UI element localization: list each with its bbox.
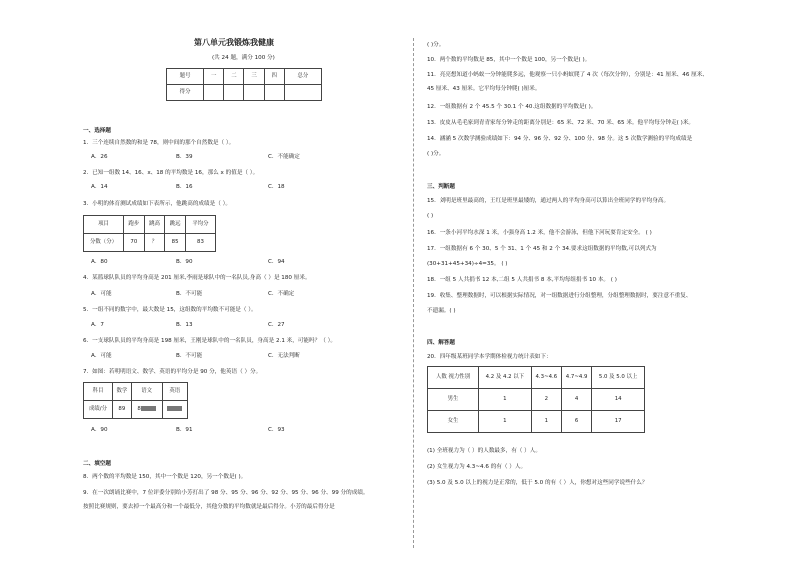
score-header-cell: 一 [204,69,224,85]
table-corner-cell: 人数 视力性别 [428,367,479,389]
option-c[interactable]: C．不确定 [268,291,295,297]
table-row-label: 成绩/分 [84,401,113,419]
score-header-cell: 二 [224,69,244,85]
table-header-cell: 跳高 [144,216,165,234]
option-a[interactable]: A．可能 [91,353,112,359]
option-c[interactable]: C．不能确定 [268,154,300,160]
question-17-line2: (30+31+45+34)÷4=35。 ( ) [427,261,508,267]
table-cell: 17 [592,411,645,433]
chinese-score: 8 [131,401,162,419]
option-b[interactable]: B．16 [176,184,193,190]
table-cell: 6 [561,411,591,433]
score-header-cell: 三 [244,69,264,85]
question-12: 12．一组数据有 2 个 45.5 个 30.1 个 40.这组数据的平均数是( )。 [427,104,597,110]
question-10: 10．两个数的平均数是 85，其中一个数是 100，另一个数是( )。 [427,57,591,63]
sports-score-table [83,215,216,252]
table-cell: 1 [479,411,532,433]
table-cell: 85 [165,234,186,252]
section-4-heading: 四、解答题 [427,340,455,346]
table-cell: 4 [561,389,591,411]
option-b[interactable]: B．39 [176,154,193,160]
question-5: 5．一组不同的数字中，最大数是 15，这组数的平均数不可能是（ ）。 [83,307,257,313]
option-a[interactable]: A．14 [91,184,108,190]
table-header-cell: 4.2 及 4.2 以下 [479,367,532,389]
table-header-cell: 跳远 [165,216,186,234]
page-title: 第八单元我锻炼我健康 [194,38,274,47]
table-header-cell: 4.7~4.9 [561,367,591,389]
question-9-line2: 按照比赛规则，要去掉一个最高分和一个最低分，其他分数的平均数就是最后得分。小芳的最后得分是 [83,504,335,510]
question-15: 15．刘明是班里最高的，王红是班里最矮的，通过两人的平均身高可以算出全班同学的平均身高。 [427,198,670,204]
question-20-sub1: (1) 全班视力为（ ）的人数最多，有（ ）人。 [427,448,541,454]
question-17-line1: 17．一组数据有 6 个 30、5 个 31、1 个 45 和 2 个 34.要求这组数据的平均数,可以列式为 [427,246,657,252]
question-11-line1: 11．亮亮想知道小蚂蚁一分钟能爬多远，他观察一只小蚂蚁爬了 4 次（每次分钟），分别是：41 厘米、46 厘米、 [427,72,708,78]
question-8: 8．两个数的平均数是 150，其中一个数是 120，另一个数是( )。 [83,474,247,480]
question-20: 20．四年级某班同学本学期体检视力统计表如下： [427,354,552,360]
question-9-line3: ( )分。 [427,42,445,48]
english-score [162,401,187,419]
question-2: 2．已知一组数 14、16、x、18 的平均数是 16，那么 x 的值是（ ）。 [83,170,259,176]
score-row-label: 得分 [167,85,204,101]
option-a[interactable]: A．26 [91,154,108,160]
section-1-heading: 一、选择题 [83,128,111,134]
section-3-heading: 三、判断题 [427,184,455,190]
score-cell[interactable] [244,85,264,101]
option-b[interactable]: B．90 [176,259,193,265]
question-14-line2: ( )分。 [427,151,445,157]
table-header-cell: 5.0 及 5.0 以上 [592,367,645,389]
question-3: 3．小明的体育测试成绩如下表所示，他跳高的成绩是（ ）。 [83,201,231,207]
option-a[interactable]: A．可能 [91,291,112,297]
table-cell: 70 [124,234,145,252]
option-c[interactable]: C．94 [268,259,285,265]
option-c[interactable]: C．93 [268,427,285,433]
table-cell: 分数（分） [84,234,124,252]
table-cell: 83 [185,234,215,252]
table-cell: 1 [479,389,532,411]
option-a[interactable]: A．7 [91,322,104,328]
page-subtitle: (共 24 题，满分 100 分) [212,55,275,61]
question-20-sub3: (3) 5.0 及 5.0 以上的视力是正常的，低于 5.0 的有（ ）人，你想对这些同学说些什么？ [427,480,648,486]
vision-table [427,366,645,433]
option-c[interactable]: C．无法判断 [268,353,300,359]
table-cell: ？ [144,234,165,252]
section-2-heading: 二、填空题 [83,461,111,467]
question-9-line1: 9．在一次朗诵比赛中，7 位评委分别给小芳打出了 98 分、95 分、96 分、92 分、95 分、96 分、99 分的成绩。 [83,490,369,496]
table-header-cell: 语文 [131,383,162,401]
score-header-cell: 四 [264,69,284,85]
question-20-sub2: (2) 女生视力为 4.3~4.6 的有（ ）人。 [427,464,527,470]
option-b[interactable]: B．不可能 [176,353,203,359]
table-cell: 1 [531,411,561,433]
option-b[interactable]: B．91 [176,427,193,433]
question-19-line2: 不遗漏。( ) [427,308,456,314]
column-divider [413,38,414,548]
question-7: 7．如图：若明明语文、数学、英语的平均分是 90 分，他英语（ ）分。 [83,369,262,375]
table-header-cell: 科目 [84,383,113,401]
question-14-line1: 14．涵涵 5 次数学测验成绩如下：94 分、96 分、92 分、100 分、98 分。这 5 次数学测验的平均成绩是 [427,136,693,142]
question-6: 6．一支球队队员的平均身高是 198 厘米，王刚是球队中的一名队员，身高是 2.1 米，可能吗？（ ）。 [83,338,336,344]
table-cell: 14 [592,389,645,411]
table-header-cell: 平均分 [185,216,215,234]
subject-score-table [83,382,188,419]
table-header-cell: 跑步 [124,216,145,234]
table-header-cell: 4.3~4.6 [531,367,561,389]
score-table [166,68,322,101]
table-row-label: 男生 [428,389,479,411]
table-header-cell: 英语 [162,383,187,401]
score-header-cell: 总分 [284,69,321,85]
score-header-cell: 题号 [167,69,204,85]
score-cell[interactable] [204,85,224,101]
option-a[interactable]: A．80 [91,259,108,265]
score-cell[interactable] [284,85,321,101]
question-15-answer[interactable]: ( ) [427,213,434,219]
score-cell[interactable] [264,85,284,101]
table-header-cell: 数学 [113,383,132,401]
math-score: 89 [113,401,132,419]
option-b[interactable]: B．13 [176,322,193,328]
question-11-line2: 45 厘米、43 厘米。它平均每分钟爬( )厘米。 [427,86,541,92]
question-16: 16．一条小河平均水深 1 米，小强身高 1.2 米，他不会游泳，但他下河玩耍肯定安全。 ( ) [427,230,652,236]
question-1: 1．三个连续自然数的和是 78，则中间的那个自然数是（ ）。 [83,140,235,146]
obscured-score-block [141,406,156,411]
option-a[interactable]: A．90 [91,427,108,433]
question-18: 18．一组 5 人共捐书 12 本,二组 5 人共捐书 8 本,平均每组捐书 10 本。 ( ) [427,277,617,283]
table-header-cell: 项目 [84,216,124,234]
option-b[interactable]: B．不可能 [176,291,203,297]
question-4: 4．某篮球队队员的平均身高是 201 厘米,李雨是球队中的一名队员,身高（ ）是 180 厘米。 [83,275,311,281]
question-13: 13．皮皮从毛毛家到青青家每分钟走的距离分别是：65 米、72 米、70 米、65 米。他平均每分钟走( )米。 [427,120,695,126]
obscured-score-block [167,406,182,411]
table-cell: 2 [531,389,561,411]
table-row-label: 女生 [428,411,479,433]
option-c[interactable]: C．27 [268,322,285,328]
question-19-line1: 19．收集、整理数据时，可以根据实际情况，对一组数据进行分组整理，分组整理数据时，要注意不重复、 [427,293,692,299]
option-c[interactable]: C．18 [268,184,285,190]
score-cell[interactable] [224,85,244,101]
